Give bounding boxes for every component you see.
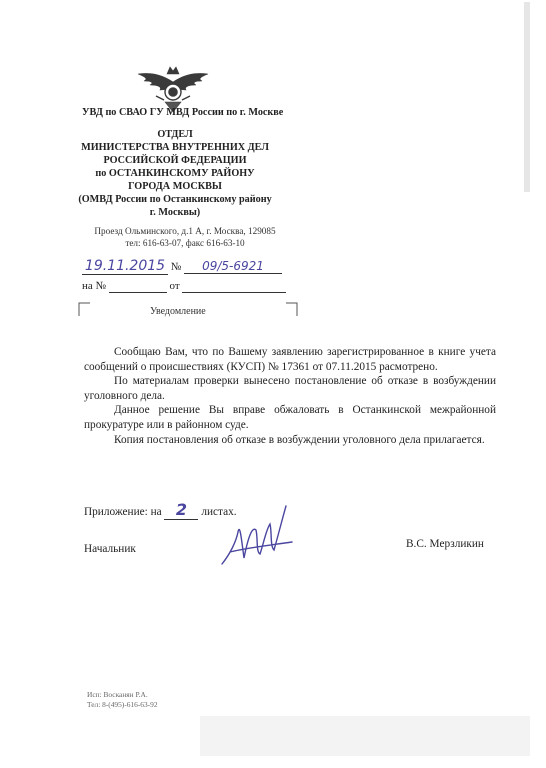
body-paragraph: Данное решение Вы вправе обжаловать в Останкинской межрайонной прокуратуре или в районном суде. — [84, 404, 496, 431]
letter-body — [84, 345, 496, 447]
phone-fax-line: тел: 616-63-07, факс 616-63-10 — [125, 238, 245, 248]
scan-edge-artifact — [524, 2, 530, 192]
body-paragraph: Сообщаю Вам, что по Вашему заявлению зарегистрированное в книге учета сообщений о происшествиях (КУСП) № 17361 от 07.11.2015 расмотрено. — [84, 346, 496, 373]
reference-from-label: от — [169, 280, 180, 292]
registration-date: 19.11.2015 — [82, 258, 168, 275]
org-line: г. Москвы) — [149, 207, 201, 218]
organization-name-block — [60, 128, 290, 219]
executor-block — [87, 690, 158, 710]
org-line: ГОРОДА МОСКВЫ — [128, 181, 222, 192]
org-line: ОТДЕЛ — [157, 129, 193, 140]
registration-number: 09/5-6921 — [184, 259, 282, 274]
enclosure-line — [84, 500, 237, 520]
body-paragraph: Копия постановления об отказе в возбуждении уголовного дела прилагается. — [114, 433, 485, 446]
registration-line — [82, 258, 282, 275]
enclosure-prefix: Приложение: на — [84, 506, 162, 518]
executor-phone: Тел: 8-(495)-616-63-92 — [87, 700, 158, 709]
address-block — [80, 225, 290, 249]
address-line: Проезд Ольминского, д.1 А, г. Москва, 129085 — [94, 226, 276, 236]
org-line: по ОСТАНКИНСКОМУ РАЙОНУ — [95, 168, 255, 179]
enclosure-count: 2 — [164, 500, 198, 520]
scan-shadow-artifact — [200, 716, 530, 756]
department-header: УВД по СВАО ГУ МВД России по г. Москве — [82, 107, 284, 118]
executor-name: Исп: Восканян Р.А. — [87, 690, 148, 699]
reference-date-blank — [182, 280, 286, 293]
reference-number-blank — [109, 280, 167, 293]
reference-number-label: на № — [82, 280, 107, 292]
org-line: РОССИЙСКОЙ ФЕДЕРАЦИИ — [103, 155, 247, 166]
org-line: МИНИСТЕРСТВА ВНУТРЕННИХ ДЕЛ — [81, 142, 269, 153]
enclosure-suffix: листах. — [201, 506, 237, 518]
document-subject: Уведомление — [150, 306, 206, 317]
reference-line — [82, 280, 286, 293]
signatory-position: Начальник — [84, 543, 136, 555]
number-sign: № — [170, 261, 182, 273]
signatory-name: В.С. Мерзликин — [406, 538, 484, 550]
body-paragraph: По материалам проверки вынесено постановление об отказе в возбуждении уголовного дела. — [84, 375, 496, 402]
handwritten-signature — [216, 502, 296, 574]
org-line: (ОМВД России по Останкинскому району — [78, 194, 272, 205]
